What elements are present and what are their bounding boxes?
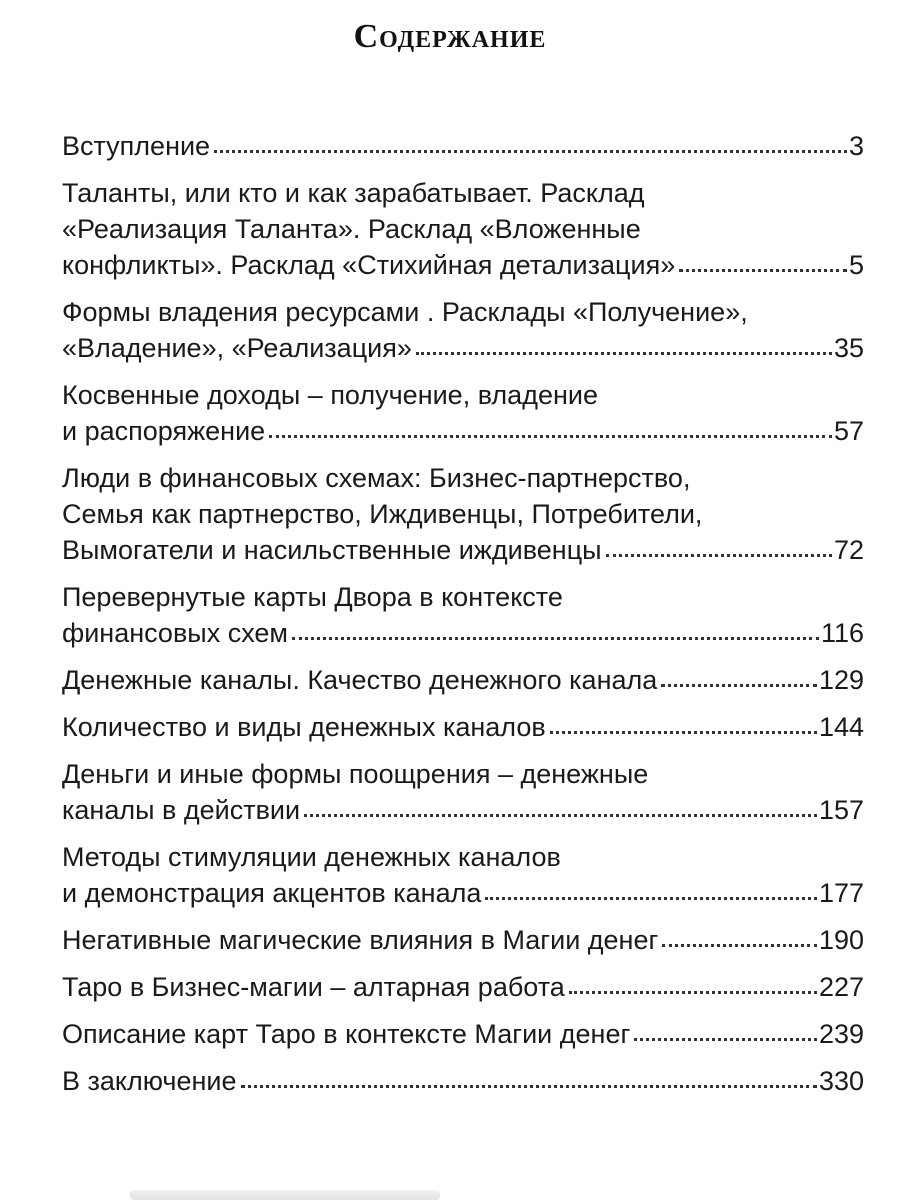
toc-entry-title-line: Вымогатели и насильственные иждивенцы <box>62 535 602 565</box>
dot-leader <box>304 813 817 817</box>
dot-leader <box>241 1084 817 1088</box>
toc-entry-last-line <box>62 662 864 698</box>
dot-leader <box>214 149 847 153</box>
toc-page-number: 227 <box>818 972 864 1002</box>
toc-entry[interactable] <box>62 662 864 698</box>
toc-entry-title-line: Семья как партнерство, Иждивенцы, Потребители, <box>62 499 703 529</box>
toc-entry[interactable] <box>62 709 864 745</box>
toc-page-number: 157 <box>818 795 864 825</box>
toc-entry[interactable] <box>62 756 864 828</box>
toc-entry[interactable] <box>62 460 864 568</box>
toc-entry-last-line <box>62 875 864 911</box>
dot-leader <box>550 730 817 734</box>
toc-entry-last-line <box>62 615 864 651</box>
toc-entry[interactable] <box>62 969 864 1005</box>
toc-entry[interactable] <box>62 1063 864 1099</box>
toc-page-number: 190 <box>818 925 864 955</box>
dot-leader <box>662 943 817 947</box>
toc-page-number: 129 <box>818 665 864 695</box>
toc-entry-title-line: Вступление <box>62 131 211 161</box>
toc-entry[interactable] <box>62 1016 864 1052</box>
page-edge-shadow <box>130 1190 440 1200</box>
dot-leader <box>416 351 832 355</box>
toc-entry-title-line: В заключение <box>62 1066 237 1096</box>
toc-entry-title-line: Таланты, или кто и как зарабатывает. Расклад <box>62 178 645 208</box>
toc-entry[interactable] <box>62 579 864 651</box>
toc-entry-last-line <box>62 413 864 449</box>
toc-page-number: 72 <box>833 535 864 565</box>
toc-entry[interactable] <box>62 294 864 366</box>
toc-entry[interactable] <box>62 839 864 911</box>
toc-entry-title-line: Денежные каналы. Качество денежного канала <box>62 665 658 695</box>
dot-leader <box>269 434 832 438</box>
toc-entry-title-line: конфликты». Расклад «Стихийная детализация» <box>62 250 676 280</box>
toc-entry[interactable] <box>62 377 864 449</box>
toc-entry[interactable] <box>62 922 864 958</box>
toc-page-number: 144 <box>818 712 864 742</box>
toc-page-number: 35 <box>833 333 864 363</box>
dot-leader <box>634 1037 817 1041</box>
toc-entry-title-line: Описание карт Таро в контексте Магии денег <box>62 1019 631 1049</box>
toc-entry-title-line: Таро в Бизнес-магии – алтарная работа <box>62 972 565 1002</box>
toc-page-number: 5 <box>848 250 864 280</box>
toc-page-number: 177 <box>818 878 864 908</box>
toc-entry-title-line: Люди в финансовых схемах: Бизнес-партнерство, <box>62 463 691 493</box>
toc-page-number: 116 <box>820 618 864 648</box>
toc-entry[interactable] <box>62 128 864 164</box>
toc-entry-last-line <box>62 709 864 745</box>
dot-leader <box>292 636 819 640</box>
toc-entry-last-line <box>62 247 864 283</box>
toc-entry-title-line: и демонстрация акцентов канала <box>62 878 482 908</box>
dot-leader <box>606 553 832 557</box>
toc-entry-last-line <box>62 969 864 1005</box>
toc-entry[interactable] <box>62 175 864 283</box>
toc-page-number: 57 <box>833 416 864 446</box>
toc-entry-title-line: финансовых схем <box>62 618 288 648</box>
dot-leader <box>679 268 847 272</box>
toc-entry-last-line <box>62 532 864 568</box>
toc-entry-last-line <box>62 330 864 366</box>
toc-entry-title-line: «Реализация Таланта». Расклад «Вложенные <box>62 214 641 244</box>
dot-leader <box>661 683 817 687</box>
toc-page-number: 3 <box>848 131 864 161</box>
toc-entry-last-line <box>62 128 864 164</box>
toc-entry-title-line: Формы владения ресурсами . Расклады «Получение», <box>62 297 748 327</box>
toc-entry-title-line: каналы в действии <box>62 795 301 825</box>
page-title: Содержание <box>353 18 547 55</box>
toc-entry-title-line: Количество и виды денежных каналов <box>62 712 546 742</box>
toc-entry-title-line: Методы стимуляции денежных каналов <box>62 842 561 872</box>
toc-entry-last-line <box>62 792 864 828</box>
dot-leader <box>485 896 817 900</box>
toc-page-number: 239 <box>818 1019 864 1049</box>
toc-entry-last-line <box>62 922 864 958</box>
toc-page-number: 330 <box>818 1066 864 1096</box>
dot-leader <box>569 990 817 994</box>
toc-entry-title-line: Косвенные доходы – получение, владение <box>62 380 598 410</box>
toc-entry-title-line: «Владение», «Реализация» <box>62 333 412 363</box>
toc-entry-title-line: и распоряжение <box>62 416 266 446</box>
toc-entry-title-line: Перевернутые карты Двора в контексте <box>62 582 563 612</box>
toc-entry-last-line <box>62 1016 864 1052</box>
table-of-contents <box>62 128 864 1110</box>
toc-entry-title-line: Деньги и иные формы поощрения – денежные <box>62 759 649 789</box>
toc-entry-last-line <box>62 1063 864 1099</box>
toc-entry-title-line: Негативные магические влияния в Магии денег <box>62 925 659 955</box>
